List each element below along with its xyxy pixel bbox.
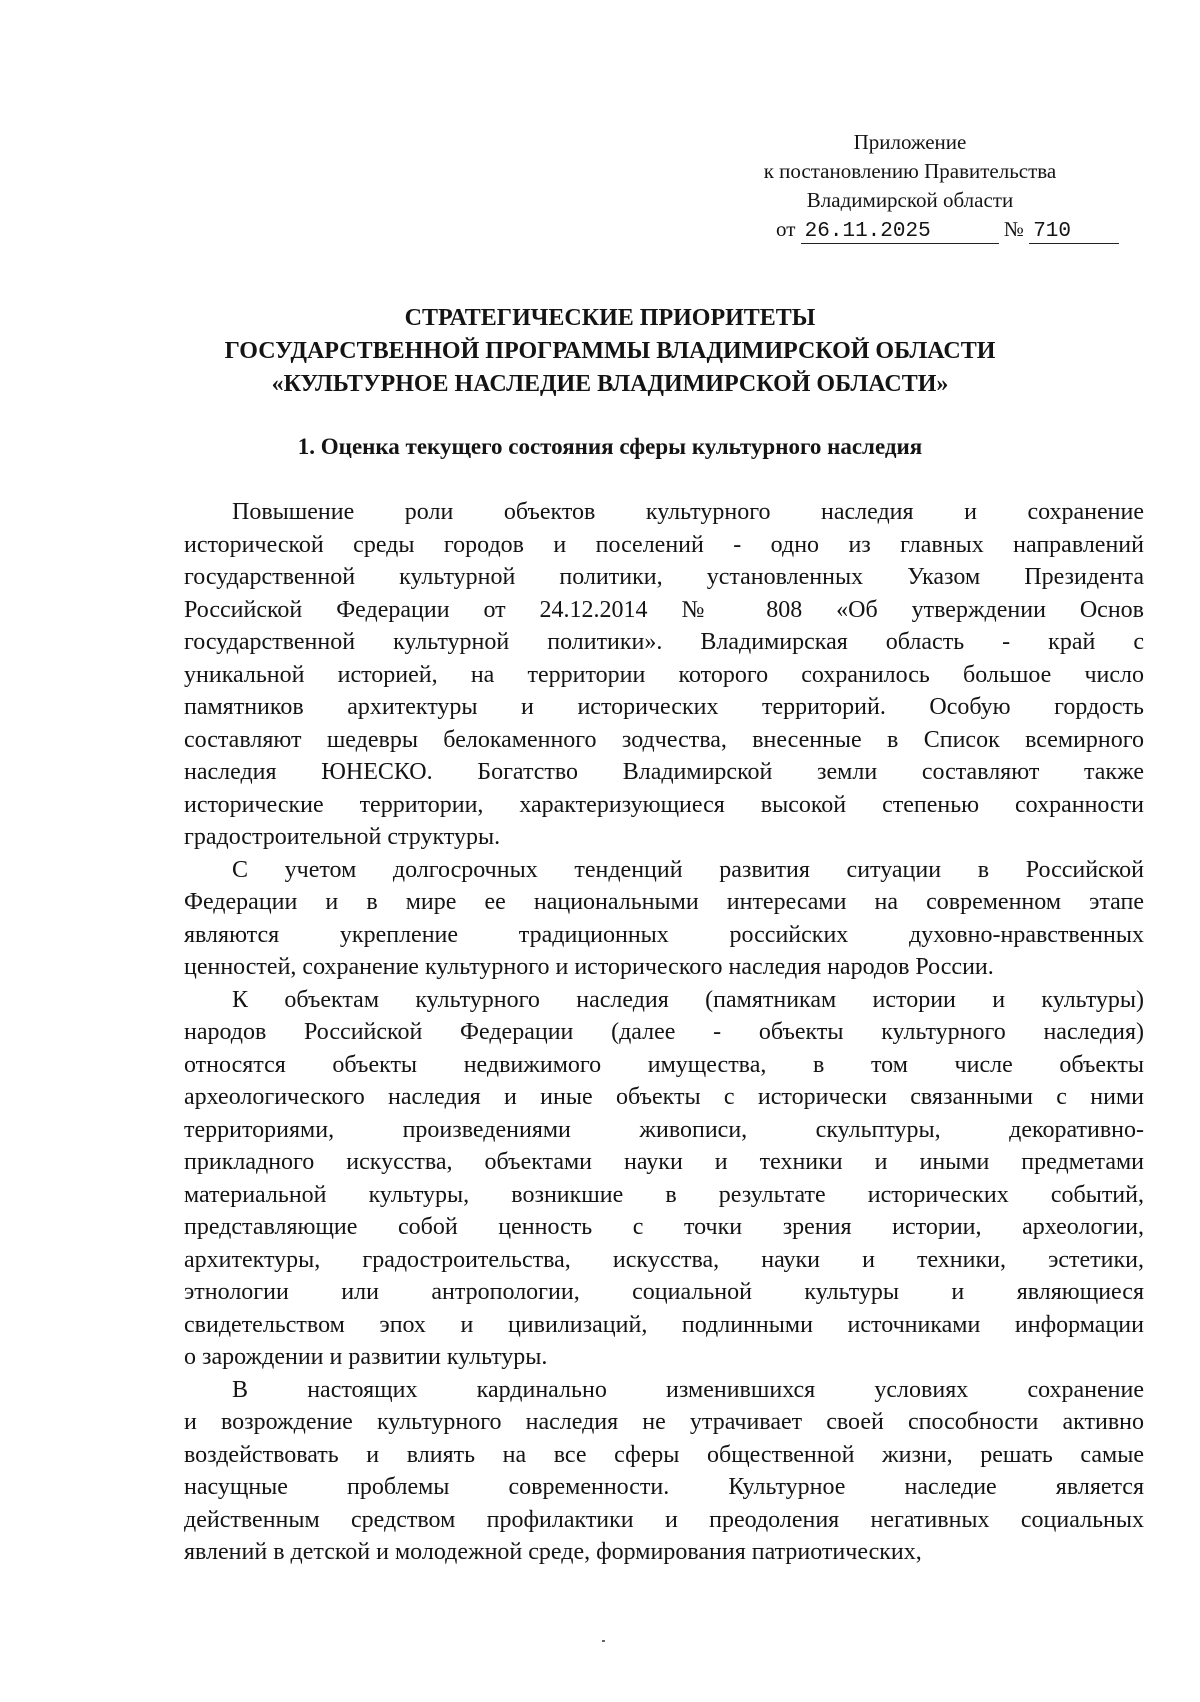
paragraph-line: Федерации и в мире ее национальными интересами на современном этапе (184, 889, 1144, 915)
paragraph-line: действенным средством профилактики и преодоления негативных социальных (184, 1506, 1144, 1533)
appendix-region-line: Владимирской области (806, 188, 1014, 212)
section-heading: 1. Оценка текущего состояния сферы культурного наследия (297, 434, 923, 459)
title-line-2: ГОСУДАРСТВЕННОЙ ПРОГРАММЫ ВЛАДИМИРСКОЙ ОБЛАСТИ (224, 338, 996, 364)
number-sign: № (1003, 217, 1024, 241)
paragraph-line: являются укрепление традиционных российских духовно-нравственных (184, 921, 1144, 948)
paragraph-line: воздействовать и влиять на все сферы общественной жизни, решать самые (184, 1441, 1144, 1468)
paragraph-line: свидетельством эпох и цивилизаций, подлинными источниками информации (184, 1311, 1144, 1338)
paragraph-line: территориями, произведениями живописи, скульптуры, декоративно- (184, 1116, 1144, 1143)
paragraph-line: уникальной историей, на территории которого сохранилось большое число (184, 661, 1144, 688)
paragraph-line: насущные проблемы современности. Культурное наследие является (184, 1474, 1144, 1500)
document-title (160, 302, 1060, 401)
appendix-header (680, 128, 1140, 244)
paragraph-line: народов Российской Федерации (далее - объекты культурного наследия) (184, 1019, 1144, 1045)
title-line-1: СТРАТЕГИЧЕСКИЕ ПРИОРИТЕТЫ (404, 305, 816, 331)
paragraph-line: материальной культуры, возникшие в результате исторических событий, (184, 1181, 1144, 1208)
page-dot (602, 1640, 605, 1642)
paragraph (184, 1374, 1144, 1569)
paragraph-line: государственной культурной политики, установленных Указом Президента (184, 564, 1144, 590)
paragraph (184, 496, 1144, 854)
date-prefix: от (776, 217, 796, 241)
section-body (184, 496, 1144, 1569)
appendix-resolution-line: к постановлению Правительства (763, 159, 1057, 183)
paragraph-line: В настоящих кардинально изменившихся условиях сохранение (232, 1376, 1144, 1403)
paragraph-line: Российской Федерации от 24.12.2014 № 808 «Об утверждении Основ (184, 596, 1144, 623)
paragraph-line: и возрождение культурного наследия не утрачивает своей способности активно (184, 1409, 1144, 1435)
paragraph-line: археологического наследия и иные объекты с исторически связанными с ними (184, 1084, 1144, 1110)
paragraph-line: относятся объекты недвижимого имущества, в том числе объекты (184, 1051, 1144, 1078)
paragraph (184, 984, 1144, 1374)
paragraph-line: представляющие собой ценность с точки зрения истории, археологии, (184, 1214, 1144, 1240)
resolution-number: 710 (1029, 221, 1119, 244)
paragraph-line: С учетом долгосрочных тенденций развития ситуации в Российской (232, 856, 1144, 883)
paragraph-line: государственной культурной политики». Владимирская область - край с (184, 629, 1144, 655)
resolution-date: 26.11.2025 (801, 221, 999, 244)
paragraph-line: этнологии или антропологии, социальной культуры и являющиеся (184, 1279, 1144, 1305)
paragraph-line: о зарождении и развитии культуры. (184, 1344, 548, 1370)
appendix-reference-line (680, 215, 1140, 244)
title-line-3: «КУЛЬТУРНОЕ НАСЛЕДИЕ ВЛАДИМИРСКОЙ ОБЛАСТИ» (271, 371, 949, 397)
paragraph-line: градостроительной структуры. (184, 824, 501, 850)
paragraph-line: наследия ЮНЕСКО. Богатство Владимирской земли составляют также (184, 759, 1144, 785)
paragraph-line: прикладного искусства, объектами науки и техники и иными предметами (184, 1149, 1144, 1175)
paragraph-line: исторической среды городов и поселений - одно из главных направлений (184, 531, 1144, 558)
paragraph-line: исторические территории, характеризующиеся высокой степенью сохранности (184, 791, 1144, 818)
paragraph-line: К объектам культурного наследия (памятникам истории и культуры) (232, 986, 1144, 1013)
paragraph-line: ценностей, сохранение культурного и исторического наследия народов России. (184, 954, 994, 980)
paragraph-line: памятников архитектуры и исторических территорий. Особую гордость (184, 694, 1144, 720)
paragraph-line: составляют шедевры белокаменного зодчества, внесенные в Список всемирного (184, 726, 1144, 753)
appendix-label: Приложение (853, 130, 967, 154)
paragraph-line: Повышение роли объектов культурного наследия и сохранение (232, 499, 1144, 525)
paragraph-line: архитектуры, градостроительства, искусства, науки и техники, эстетики, (184, 1246, 1144, 1273)
paragraph-line: явлений в детской и молодежной среде, формирования патриотических, (184, 1539, 922, 1565)
paragraph (184, 854, 1144, 984)
